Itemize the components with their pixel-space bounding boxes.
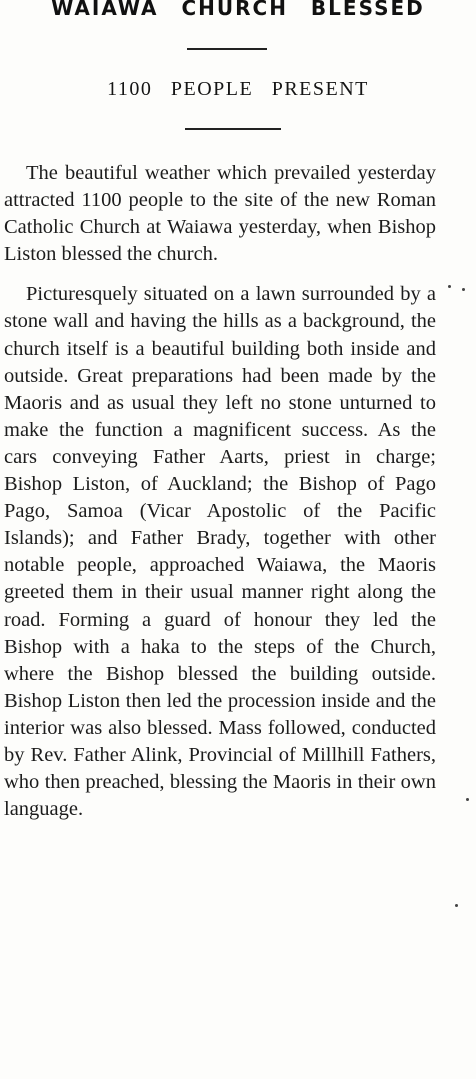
print-speck [462, 288, 465, 291]
article-paragraph: Picturesquely situated on a lawn surrounded by a stone wall and having the hills as a background, the church itself is a beautiful building both inside and outside. Great preparations had been made by the Maoris and as usual they left no stone unturned to make the function a magnificent success. As the cars conveying Father Aarts, priest in charge; Bishop Liston, of Auckland; the Bishop of Pago Pago, Samoa (Vicar Apostolic of the Pacific Islands); and Father Brady, together with other notable people, approached Waiawa, the Maoris greeted them in their usual manner right along the road. Forming a guard of honour they led the Bishop with a haka to the steps of the Church, where the Bishop blessed the building outside. Bishop Liston then led the procession inside and the interior was also blessed. Mass followed, conducted by Rev. Father Alink, Provincial of Millhill Fathers, who then preached, blessing the Maoris in their own language. [4, 283, 436, 821]
article-body [4, 160, 436, 823]
print-speck [466, 798, 469, 801]
print-speck [455, 904, 458, 907]
divider-rule-bottom [185, 128, 281, 130]
divider-rule-top [187, 48, 267, 50]
headline: WAIAWA CHURCH BLESSED [51, 0, 425, 20]
subheadline: 1100 PEOPLE PRESENT [107, 78, 369, 100]
print-speck [448, 285, 451, 288]
article-paragraph: The beautiful weather which prevailed yesterday attracted 1100 people to the site of the new Roman Catholic Church at Waiawa yesterday, when Bishop Liston blessed the church. [4, 162, 436, 266]
